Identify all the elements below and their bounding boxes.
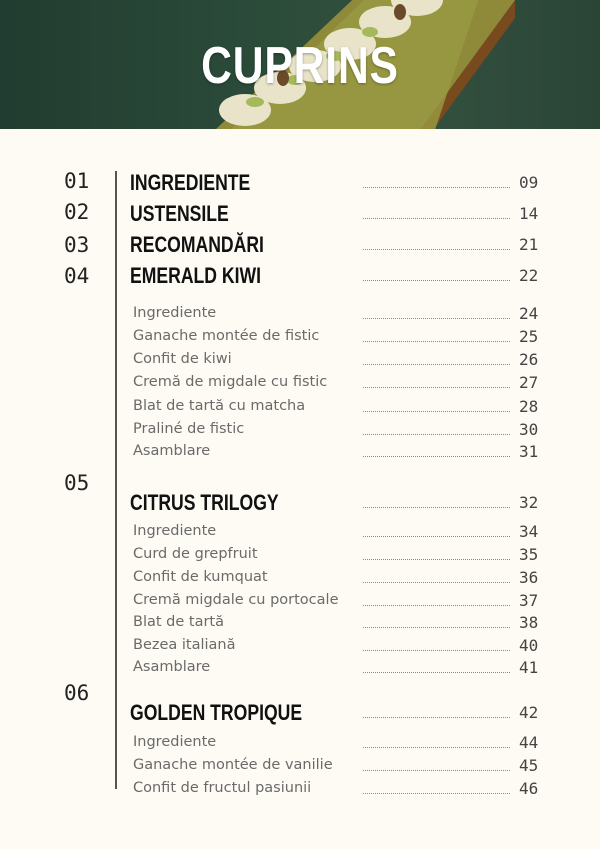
page-number: 09 — [519, 173, 539, 192]
subsection-title[interactable]: Cremă migdale cu portocale — [133, 592, 339, 608]
page-number: 44 — [519, 733, 539, 752]
page-number: 36 — [519, 568, 539, 587]
dot-leader — [363, 793, 510, 794]
page-number: 32 — [519, 493, 539, 512]
section-number: 03 — [64, 233, 90, 257]
section-title[interactable]: CITRUS TRILOGY — [130, 490, 279, 515]
page-number: 21 — [519, 235, 539, 254]
page-number: 46 — [519, 779, 539, 798]
section-number: 06 — [64, 681, 90, 705]
section-title[interactable]: RECOMANDĂRI — [130, 232, 264, 257]
page-number: 34 — [519, 522, 539, 541]
dot-leader — [363, 627, 510, 628]
subsection-title[interactable]: Ganache montée de vanilie — [133, 757, 333, 773]
dot-leader — [363, 770, 510, 771]
subsection-title[interactable]: Asamblare — [133, 659, 211, 675]
page-number: 30 — [519, 420, 539, 439]
page-number: 40 — [519, 636, 539, 655]
subsection-title[interactable]: Confit de fructul pasiunii — [133, 780, 312, 796]
subsection-title[interactable]: Bezea italiană — [133, 637, 236, 653]
page-number: 22 — [519, 266, 539, 285]
dot-leader — [363, 507, 510, 508]
section-title[interactable]: GOLDEN TROPIQUE — [130, 700, 303, 725]
dot-leader — [363, 559, 510, 560]
page-number: 38 — [519, 613, 539, 632]
dot-leader — [363, 650, 510, 651]
subsection-title[interactable]: Ingrediente — [133, 734, 217, 750]
subsection-title[interactable]: Blat de tartă — [133, 614, 224, 630]
page-number: 24 — [519, 304, 539, 323]
section-number: 05 — [64, 471, 90, 495]
dot-leader — [363, 672, 510, 673]
subsection-title[interactable]: Ganache montée de fistic — [133, 328, 320, 344]
dot-leader — [363, 536, 510, 537]
section-title[interactable]: INGREDIENTE — [130, 170, 251, 195]
dot-leader — [363, 717, 510, 718]
dot-leader — [363, 218, 510, 219]
toc-divider-line — [115, 171, 117, 789]
dot-leader — [363, 249, 510, 250]
subsection-title[interactable]: Blat de tartă cu matcha — [133, 398, 306, 414]
page-number: 37 — [519, 591, 539, 610]
section-title[interactable]: USTENSILE — [130, 201, 229, 226]
dot-leader — [363, 582, 510, 583]
subsection-title[interactable]: Praliné de fistic — [133, 421, 245, 437]
subsection-title[interactable]: Asamblare — [133, 443, 211, 459]
page-number: 35 — [519, 545, 539, 564]
dot-leader — [363, 387, 510, 388]
dot-leader — [363, 341, 510, 342]
subsection-title[interactable]: Ingrediente — [133, 523, 217, 539]
dot-leader — [363, 747, 510, 748]
subsection-title[interactable]: Confit de kumquat — [133, 569, 268, 585]
page-number: 25 — [519, 327, 539, 346]
subsection-title[interactable]: Curd de grepfruit — [133, 546, 258, 562]
page-number: 42 — [519, 703, 539, 722]
dot-leader — [363, 364, 510, 365]
page-number: 27 — [519, 373, 539, 392]
subsection-title[interactable]: Ingrediente — [133, 305, 217, 321]
page-number: 26 — [519, 350, 539, 369]
dot-leader — [363, 434, 510, 435]
page-number: 31 — [519, 442, 539, 461]
page-number: 41 — [519, 658, 539, 677]
dot-leader — [363, 280, 510, 281]
section-title[interactable]: EMERALD KIWI — [130, 263, 262, 288]
dot-leader — [363, 187, 510, 188]
subsection-title[interactable]: Cremă de migdale cu fistic — [133, 374, 328, 390]
dot-leader — [363, 411, 510, 412]
section-number: 04 — [64, 264, 90, 288]
dot-leader — [363, 456, 510, 457]
dot-leader — [363, 605, 510, 606]
section-number: 02 — [64, 200, 90, 224]
section-number: 01 — [64, 169, 90, 193]
page-title: CUPRINS — [201, 37, 399, 95]
page-number: 45 — [519, 756, 539, 775]
header-photo — [0, 0, 600, 129]
dot-leader — [363, 318, 510, 319]
page-number: 14 — [519, 204, 539, 223]
subsection-title[interactable]: Confit de kiwi — [133, 351, 232, 367]
page-number: 28 — [519, 397, 539, 416]
